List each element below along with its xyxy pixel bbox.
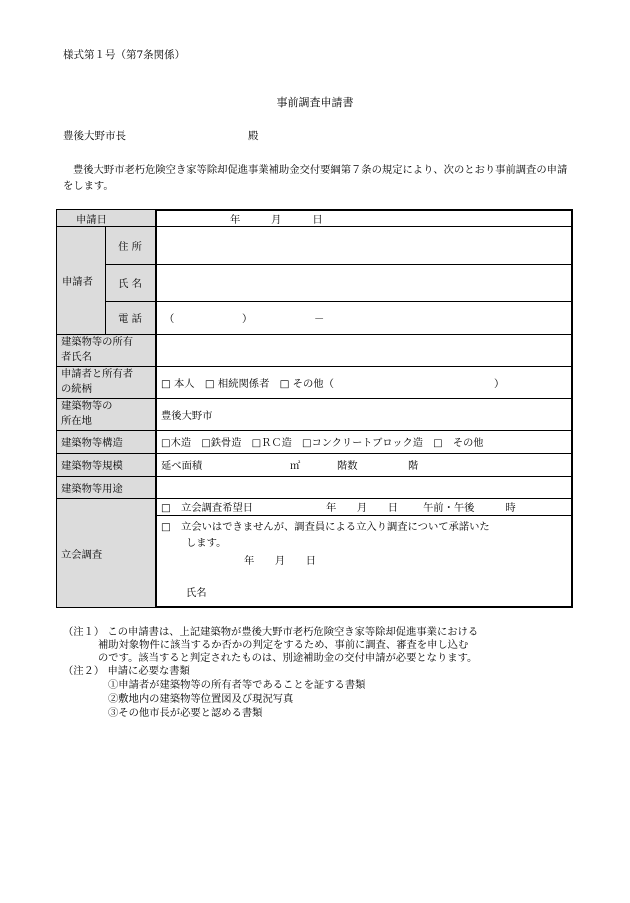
label-address: 住 所	[105, 226, 155, 264]
consent-date[interactable]: 年 月 日	[244, 554, 317, 567]
inspection-option-consent-cont: します。	[186, 536, 227, 549]
label-scale: 建築物等規模	[56, 453, 155, 476]
phone-close-paren: ）	[242, 313, 253, 325]
inspection-desired-time[interactable]: 午前・午後 時	[423, 502, 516, 514]
label-location: 建築物等の 所在地	[56, 398, 155, 430]
label-owner-name: 建築物等の所有 者氏名	[56, 334, 155, 366]
phone-dash: －	[314, 313, 325, 325]
floors-label: 階数	[337, 460, 358, 472]
addressee: 豊後大野市長	[63, 130, 126, 142]
form-number: 様式第１号（第7条関係）	[63, 49, 186, 61]
owner-name-field[interactable]	[157, 336, 570, 364]
floor-area-unit: ㎡	[290, 460, 301, 472]
phone-open-paren: （	[164, 313, 175, 325]
inspection-option-desired-date[interactable]: □ 立会調査希望日	[161, 502, 254, 514]
name-field[interactable]	[157, 266, 570, 299]
label-relationship: 申請者と所有者 の続柄	[56, 366, 155, 398]
inspection-option-consent[interactable]: □ 立会いはできませんが、調査員による立入り調査について承諾いた	[161, 520, 490, 533]
inspection-desired-date[interactable]: 年 月 日	[326, 502, 399, 514]
label-name: 氏 名	[105, 264, 155, 301]
note-1-line-2: 補助対象物件に該当するか否かの判定をするため、事前に調査、審査を申し込む	[98, 639, 469, 651]
location-value[interactable]: 豊後大野市	[161, 409, 213, 422]
label-application-date: 申請日	[56, 210, 155, 226]
application-date-value[interactable]: 年 月 日	[230, 213, 323, 226]
label-phone: 電 話	[105, 301, 155, 334]
address-field[interactable]	[157, 228, 570, 262]
usage-field[interactable]	[157, 478, 570, 496]
required-document-3: ③その他市長が必要と認める書類	[108, 707, 263, 719]
relationship-close-paren: ）	[494, 377, 505, 390]
relationship-options[interactable]: □ 本人 □ 相続関係者 □ その他（	[161, 377, 334, 390]
floor-area-label: 延べ面積	[161, 460, 203, 472]
required-document-1: ①申請者が建築物等の所有者等であることを証する書類	[108, 679, 366, 691]
addressee-honorific: 殿	[248, 130, 259, 142]
label-structure: 建築物等構造	[56, 430, 155, 453]
floors-unit: 階	[408, 460, 419, 472]
structure-options[interactable]: □木造 □鉄骨造 □ＲＣ造 □コンクリートブロック造 □ その他	[161, 438, 484, 449]
consent-signature-label: 氏名	[186, 586, 207, 599]
note-1: （注１） この申請書は、上記建築物が豊後大野市老朽危険空き家等除却促進事業における	[63, 626, 479, 638]
label-usage: 建築物等用途	[56, 476, 155, 498]
intro-text: 豊後大野市老朽危険空き家等除却促進事業補助金交付要綱第７条の規定により、次のとおり事前調査の申請をします。	[63, 164, 568, 192]
required-document-2: ②敷地内の建築物等位置図及び現況写真	[108, 693, 294, 705]
document-title: 事前調査申請書	[276, 96, 354, 109]
label-applicant: 申請者	[56, 226, 105, 334]
note-1-line-3: のです。該当すると判定されたものは、別途補助金の交付申請が必要となります。	[98, 652, 478, 664]
note-2: （注２） 申請に必要な書類	[63, 665, 190, 677]
label-inspection: 立会調査	[56, 498, 155, 608]
phone-field[interactable]	[157, 303, 570, 332]
